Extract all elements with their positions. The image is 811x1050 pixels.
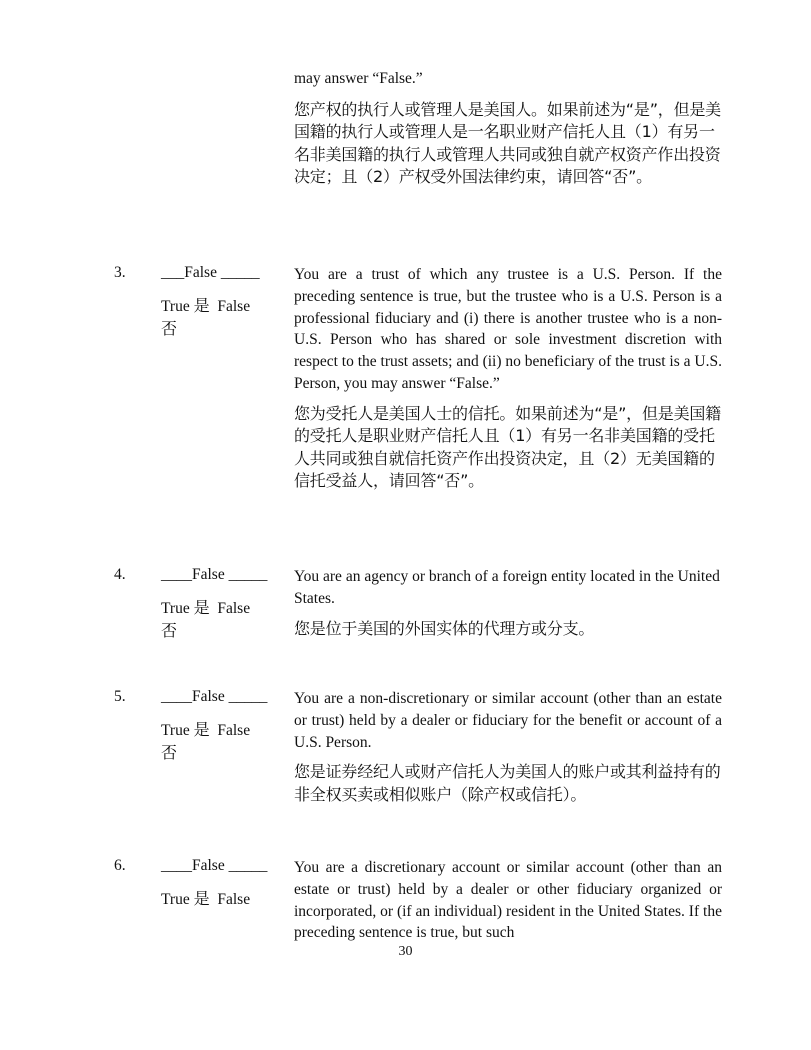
item-6-text bbox=[294, 857, 722, 944]
true-option[interactable]: True bbox=[161, 600, 190, 617]
continuation-chinese: 您产权的执行人或管理人是美国人。如果前述为“是”，但是美国籍的执行人或管理人是一名职业财产信托人且（1）有另一名非美国籍的执行人或管理人共同或独自就产权资产作出投资决定；且（2）产权受外国法律约束，请回答“否”。 bbox=[294, 99, 721, 187]
true-false-options bbox=[161, 719, 269, 765]
item-3-text bbox=[294, 264, 722, 493]
item-number: 5. bbox=[114, 688, 126, 705]
item-chinese: 您为受托人是美国人士的信托。如果前述为“是”，但是美国籍的受托人是职业财产信托人且（1）有另一名非美国籍的受托人共同或独自就信托资产作出投资决定，且（2）无美国籍的信托受益人，请回答“否”。 bbox=[294, 403, 721, 491]
item-number: 4. bbox=[114, 566, 126, 583]
answer-line[interactable]: ____False _____ bbox=[161, 566, 268, 583]
false-option-chinese: 否 bbox=[161, 621, 178, 640]
item-number: 3. bbox=[114, 264, 126, 281]
true-option-chinese: 是 bbox=[193, 720, 210, 739]
true-option[interactable]: True bbox=[161, 891, 190, 908]
item-english: You are an agency or branch of a foreign entity located in the United States. bbox=[294, 568, 720, 607]
false-option[interactable]: False bbox=[217, 722, 251, 739]
item-5-text bbox=[294, 688, 722, 806]
answer-line[interactable]: ____False _____ bbox=[161, 688, 268, 705]
continuation-english: may answer “False.” bbox=[294, 70, 423, 87]
item-number: 6. bbox=[114, 857, 126, 874]
true-false-options bbox=[161, 888, 269, 911]
item-english: You are a trust of which any trustee is a U.S. Person. If the preceding sentence is true, but the trustee who is a U.S. Person is a professional fiduciary and (i) there is another trustee who is a non-U.S. Person who has shared or sole investment discretion with respect to the trust assets; and (ii) no beneficiary of the trust is a U.S. Person, you may answer “False.” bbox=[294, 266, 722, 392]
true-false-options bbox=[161, 597, 269, 643]
false-option[interactable]: False bbox=[217, 891, 251, 908]
true-option[interactable]: True bbox=[161, 298, 190, 315]
false-option[interactable]: False bbox=[217, 600, 251, 617]
true-option[interactable]: True bbox=[161, 722, 190, 739]
answer-line[interactable]: ___False _____ bbox=[161, 264, 260, 281]
true-false-options bbox=[161, 295, 269, 341]
item-english: You are a non-discretionary or similar account (other than an estate or trust) held by a dealer or fiduciary for the benefit or account of a U.S. Person. bbox=[294, 690, 722, 751]
item-chinese: 您是证券经纪人或财产信托人为美国人的账户或其利益持有的非全权买卖或相似账户（除产权或信托）。 bbox=[294, 762, 721, 804]
continuation-block bbox=[294, 68, 722, 189]
answer-line[interactable]: ____False _____ bbox=[161, 857, 268, 874]
page-number: 30 bbox=[398, 944, 413, 959]
item-english: You are a discretionary account or similar account (other than an estate or trust) held by a dealer or other fiduciary organized or incorporated, or (if an individual) resident in the United States. If the preceding sentence is true, but such bbox=[294, 859, 722, 942]
true-option-chinese: 是 bbox=[193, 889, 210, 908]
false-option-chinese: 否 bbox=[161, 743, 178, 762]
false-option[interactable]: False bbox=[217, 298, 251, 315]
item-4-text bbox=[294, 566, 722, 640]
item-chinese: 您是位于美国的外国实体的代理方或分支。 bbox=[294, 618, 595, 638]
true-option-chinese: 是 bbox=[193, 598, 210, 617]
false-option-chinese: 否 bbox=[161, 319, 178, 338]
true-option-chinese: 是 bbox=[193, 296, 210, 315]
